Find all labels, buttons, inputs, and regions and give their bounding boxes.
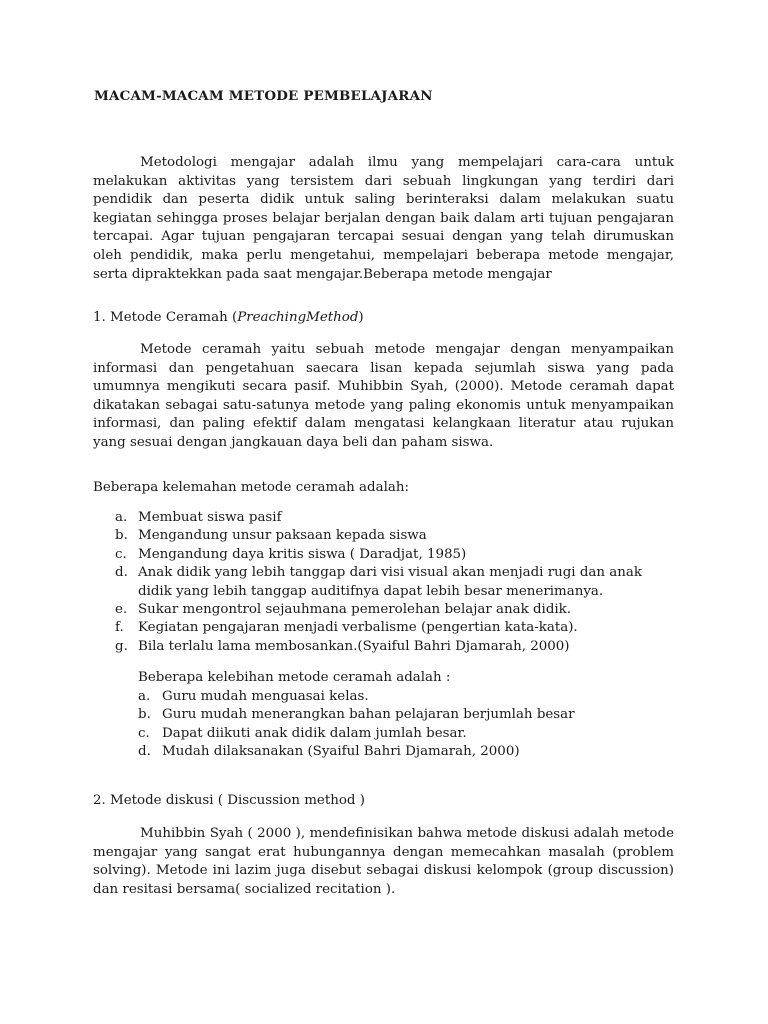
section1-text: Metode ceramah yaitu sebuah metode mengajar dengan menyampaikan informasi dan pengetahuan saecara lisan kepada sejumlah siswa yang pada umumnya mengikuti secara pasif. Muhibbin Syah, (2000). Metode ceramah dapat dikatakan sebagai satu-satunya metode yang paling ekonomis untuk menyampaikan informasi, dan paling efektif dalam mengatasi kelangkaan literatur atau rujukan yang sesuai dengan jangkauan daya beli dan paham siswa. (93, 342, 674, 450)
weakness-intro: Beberapa kelemahan metode ceramah adalah: (93, 480, 410, 495)
list-marker: a. (115, 510, 128, 525)
list-marker: b. (138, 707, 151, 723)
weakness-list (115, 509, 675, 656)
section1-paragraph (93, 341, 674, 453)
list-item-text: Mengandung daya kritis siswa ( Daradjat, 1985) (138, 546, 467, 562)
section1-heading-italic: PreachingMethod (237, 310, 359, 325)
list-item-text: Guru mudah menguasai kelas. (162, 689, 369, 704)
list-item (115, 564, 675, 601)
list-item (138, 688, 638, 706)
list-marker: f. (115, 620, 124, 636)
intro-paragraph (93, 154, 674, 284)
list-item (115, 619, 675, 637)
list-item-text: Dapat diikuti anak didik dalam jumlah besar. (162, 725, 467, 741)
list-item (115, 546, 675, 564)
list-item (115, 527, 675, 545)
list-item-text: Mudah dilaksanakan (Syaiful Bahri Djamarah, 2000) (162, 744, 520, 760)
list-marker: d. (115, 565, 128, 581)
list-item-text: Bila terlalu lama membosankan.(Syaiful Bahri Djamarah, 2000) (138, 638, 570, 654)
intro-text: Metodologi mengajar adalah ilmu yang mempelajari cara-cara untuk melakukan aktivitas yang tersistem dari sebuah lingkungan yang terdiri dari pendidik dan peserta didik untuk saling berinteraksi dalam melakukan suatu kegiatan sehingga proses belajar berjalan dengan baik dalam arti tujuan pengajaran tercapai. Agar tujuan pengajaran tercapai sesuai dengan yang telah dirumuskan oleh pendidik, maka perlu mengetahui, mempelajari beberapa metode mengajar, serta dipraktekkan pada saat mengajar.Beberapa metode mengajar (93, 155, 674, 282)
document-title: MACAM-MACAM METODE PEMBELAJARAN (94, 88, 433, 104)
strength-list (138, 688, 638, 762)
list-marker: a. (138, 689, 151, 704)
list-marker: c. (138, 725, 150, 741)
section2-heading: 2. Metode diskusi ( Discussion method ) (93, 793, 365, 808)
list-item (138, 743, 638, 761)
list-item-text: Membuat siswa pasif (138, 510, 282, 525)
list-marker: e. (115, 602, 128, 618)
list-marker: c. (115, 546, 127, 562)
list-marker: g. (115, 638, 128, 654)
list-item-text: Mengandung unsur paksaan kepada siswa (138, 528, 427, 544)
section1-heading: 1. Metode Ceramah (PreachingMethod) (93, 310, 364, 325)
strength-intro: Beberapa kelebihan metode ceramah adalah : (138, 670, 451, 685)
list-item (115, 638, 675, 656)
list-marker: d. (138, 744, 151, 760)
list-item-text: Kegiatan pengajaran menjadi verbalisme (pengertian kata-kata). (138, 620, 578, 636)
list-item (115, 509, 675, 527)
list-item (138, 706, 638, 724)
list-marker: b. (115, 528, 128, 544)
list-item-text: Sukar mengontrol sejauhmana pemerolehan belajar anak didik. (138, 602, 572, 618)
list-item (115, 601, 675, 619)
list-item (138, 725, 638, 743)
list-item-text: Anak didik yang lebih tanggap dari visi visual akan menjadi rugi dan anak didik yang lebih tanggap auditifnya dapat lebih besar menerimanya. (138, 565, 642, 599)
section2-text: Muhibbin Syah ( 2000 ), mendefinisikan bahwa metode diskusi adalah metode mengajar yang sangat erat hubungannya dengan memecahkan masalah (problem solving). Metode ini lazim juga disebut sebagai diskusi kelompok (group discussion) dan resitasi bersama( socialized recitation ). (93, 826, 674, 897)
list-item-text: Guru mudah menerangkan bahan pelajaran berjumlah besar (162, 707, 575, 723)
section2-paragraph (93, 825, 674, 899)
